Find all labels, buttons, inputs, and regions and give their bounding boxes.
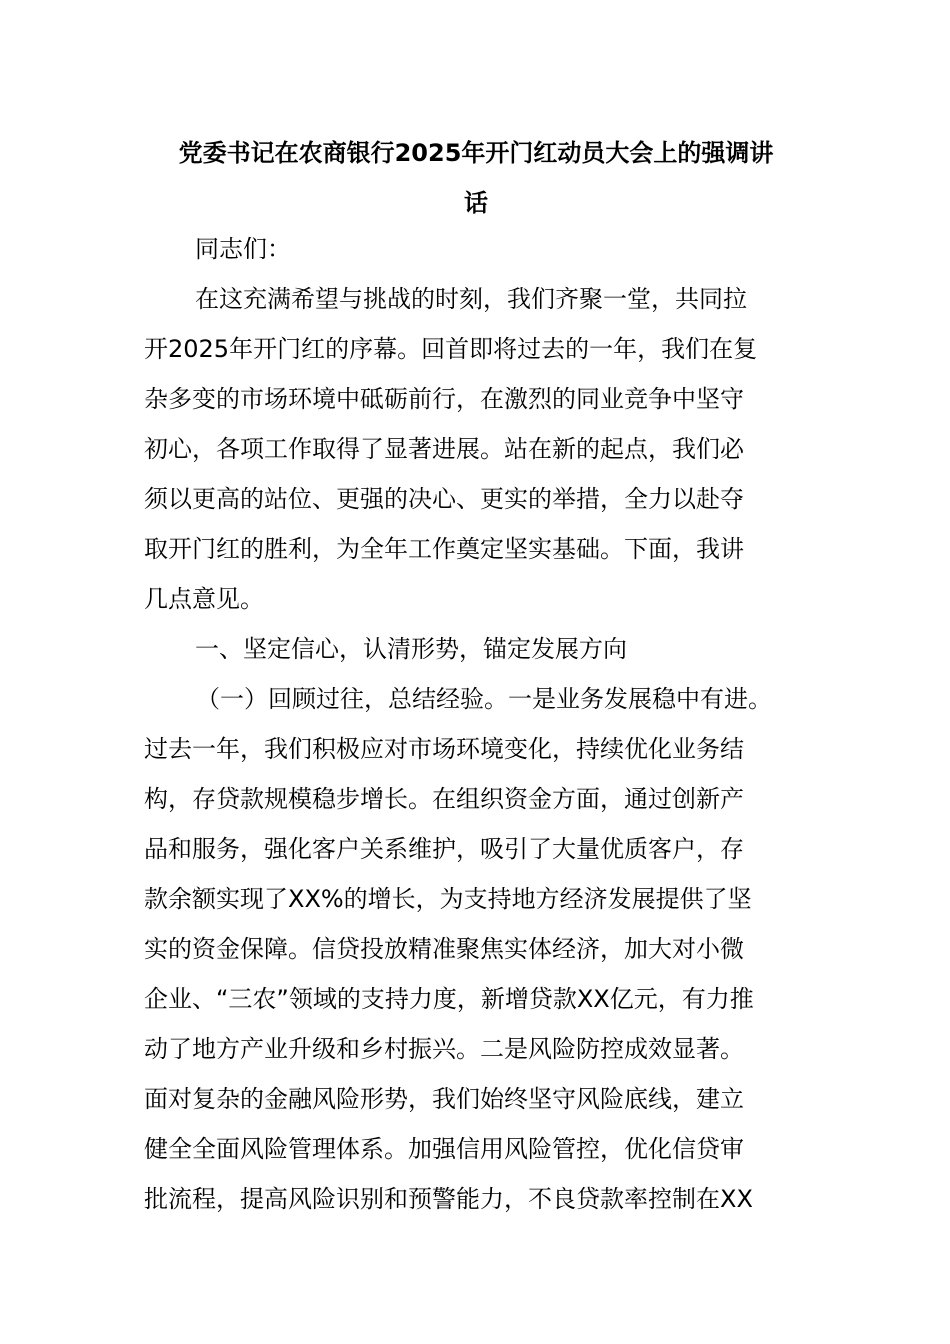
subsection-heading: （一）回顾过往，总结经验。一是业务发展稳中有进。 <box>196 685 772 713</box>
body-line: 健全全面风险管理体系。加强信用风险管控，优化信贷审 <box>144 1135 744 1163</box>
body-line: 初心，各项工作取得了显著进展。站在新的起点，我们必 <box>144 435 744 463</box>
body-line: 面对复杂的金融风险形势，我们始终坚守风险底线，建立 <box>144 1085 744 1113</box>
body-line: 动了地方产业升级和乡村振兴。二是风险防控成效显著。 <box>144 1035 744 1063</box>
body-line: 款余额实现了XX%的增长，为支持地方经济发展提供了坚 <box>144 885 752 913</box>
body-line: 过去一年，我们积极应对市场环境变化，持续优化业务结 <box>144 735 744 763</box>
salutation: 同志们： <box>195 235 291 263</box>
document-title-line-1: 党委书记在农商银行2025年开门红动员大会上的强调讲 <box>178 139 774 167</box>
body-line: 批流程，提高风险识别和预警能力，不良贷款率控制在XX <box>144 1185 753 1213</box>
body-line: 开2025年开门红的序幕。回首即将过去的一年，我们在复 <box>144 335 758 363</box>
body-line: 构，存贷款规模稳步增长。在组织资金方面，通过创新产 <box>144 785 744 813</box>
body-line: 实的资金保障。信贷投放精准聚焦实体经济，加大对小微 <box>144 935 744 963</box>
body-line: 品和服务，强化客户关系维护，吸引了大量优质客户，存 <box>144 835 744 863</box>
section-heading: 一、坚定信心，认清形势，锚定发展方向 <box>195 635 627 663</box>
body-line: 取开门红的胜利，为全年工作奠定坚实基础。下面，我讲 <box>144 535 744 563</box>
body-line: 几点意见。 <box>144 585 264 613</box>
body-line: 在这充满希望与挑战的时刻，我们齐聚一堂，共同拉 <box>195 285 747 313</box>
body-line: 杂多变的市场环境中砥砺前行，在激烈的同业竞争中坚守 <box>144 385 744 413</box>
body-line: 企业、“三农”领域的支持力度，新增贷款XX亿元，有力推 <box>144 985 754 1013</box>
body-line: 须以更高的站位、更强的决心、更实的举措，全力以赴夺 <box>144 485 744 513</box>
document-title-line-2: 话 <box>464 189 488 217</box>
